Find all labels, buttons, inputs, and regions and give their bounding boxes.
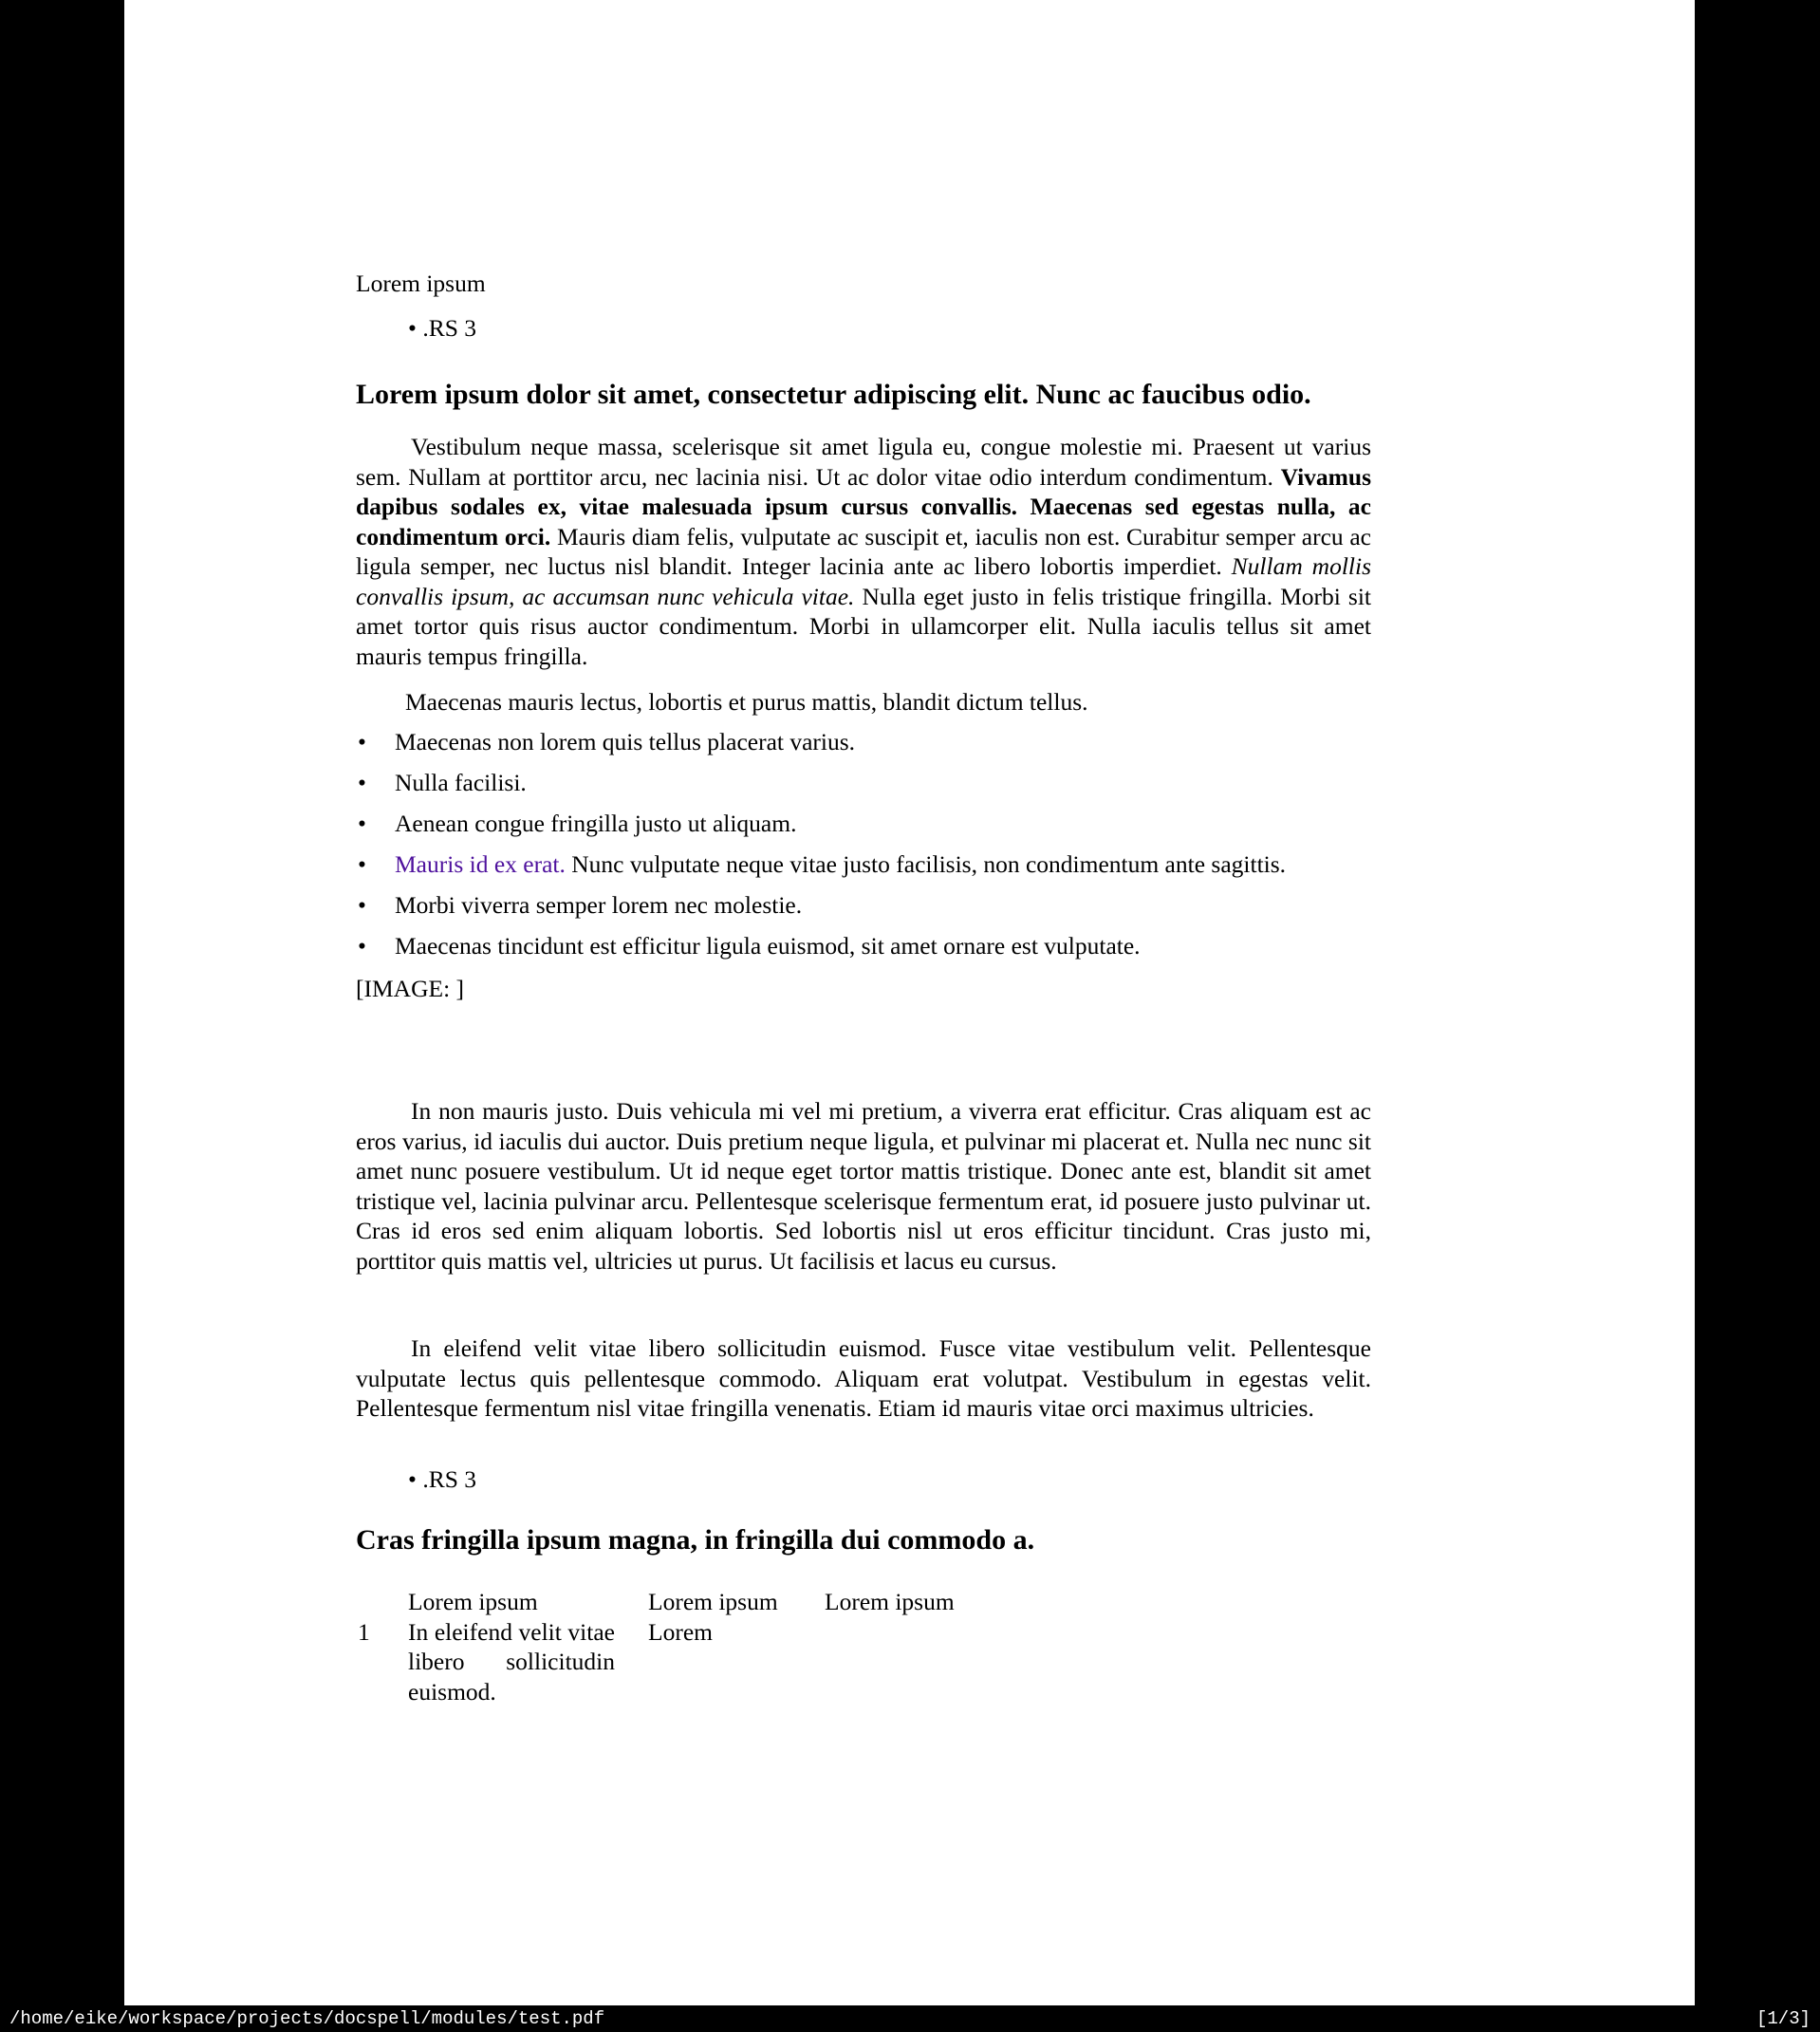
bullet-text: Aenean congue fringilla justo ut aliquam. xyxy=(395,810,797,837)
paragraph-1-italic: Nullam mollis convallis ipsum, ac accumsan nunc vehicula vitae. xyxy=(356,552,1371,610)
data-table xyxy=(358,1587,976,1706)
bullet-icon: • xyxy=(358,891,366,919)
bullet-text: Nulla facilisi. xyxy=(395,769,527,796)
document-page xyxy=(124,0,1695,2005)
bullet-text: Nunc vulputate neque vitae justo facilisis, non condimentum ante sagittis. xyxy=(565,850,1287,878)
section2-heading: Cras fringilla ipsum magna, in fringilla dui commodo a. xyxy=(356,1524,1035,1556)
pdf-link[interactable]: Mauris id ex erat. xyxy=(395,850,566,878)
table-cell xyxy=(408,1617,648,1707)
statusbar xyxy=(0,2005,1820,2032)
paragraph-1-bold: Vivamus dapibus sodales ex, vitae malesuada ipsum cursus convallis. Maecenas sed egestas nulla, ac condimentum orci. xyxy=(356,462,1371,550)
bullet-text: Maecenas tincidunt est efficitur ligula euismod, sit amet ornare est vulputate. xyxy=(395,932,1141,960)
list-item xyxy=(356,809,1371,839)
bullet-icon: • xyxy=(358,850,366,878)
page-indicator: [1/3] xyxy=(1755,2008,1811,2029)
row-number-cell: 1 xyxy=(358,1617,370,1646)
paragraph-1-normal-b: Mauris diam felis, vulputate ac suscipit et, iaculis non est. Curabitur semper arcu ac ligula semper, nec luctus nisl blandit. Integer lacinia ante ac libero lobortis imperdiet. xyxy=(356,522,1371,580)
bullet-icon: • xyxy=(358,932,366,960)
table-header-cell: Lorem ipsum xyxy=(408,1588,538,1615)
rs-directive-text: .RS 3 xyxy=(422,314,477,342)
bullet-icon: • xyxy=(358,810,366,837)
bullet-list xyxy=(356,727,1371,972)
bullet-text: Maecenas non lorem quis tellus placerat varius. xyxy=(395,728,856,755)
table-header-cell: Lorem ipsum xyxy=(648,1588,778,1615)
paragraph-3: In eleifend velit vitae libero sollicitudin euismod. Fusce vitae vestibulum velit. Pellentesque vulputate lectus quis pellentesque commodo. Aliquam erat volutpat. Vestibulum in egestas velit. Pellentesque fermentum nisl vitae fringilla venenatis. Etiam id mauris vitae orci maximus ultricies. xyxy=(356,1334,1371,1422)
list-item xyxy=(356,768,1371,798)
rs-directive-item-1 xyxy=(408,313,476,344)
table-cell: Lorem xyxy=(648,1617,713,1646)
table-cell xyxy=(825,1617,976,1707)
table-row xyxy=(358,1617,976,1707)
table-cell-text: In eleifend velit vitae libero sollicitudin euismod. xyxy=(408,1617,615,1706)
bullet-text: Morbi viverra semper lorem nec molestie. xyxy=(395,891,803,919)
rs-directive-item-2 xyxy=(408,1464,476,1495)
paragraph-1 xyxy=(356,432,1371,671)
list-item xyxy=(356,849,1371,880)
paragraph-1-normal-c: Nulla eget justo in felis tristique fringilla. Morbi sit amet tortor quis risus auctor condimentum. Morbi in ullamcorper elit. Nulla iaculis tellus sit amet mauris tempus fringilla. xyxy=(356,582,1372,670)
lead-line: Maecenas mauris lectus, lobortis et purus mattis, blandit dictum tellus. xyxy=(405,688,1088,716)
table-header-cell-empty xyxy=(358,1587,408,1617)
intro-label: Lorem ipsum xyxy=(356,270,486,297)
file-path: /home/eike/workspace/projects/docspell/modules/test.pdf xyxy=(9,2008,605,2029)
bullet-icon: • xyxy=(408,1465,417,1493)
table-header-row xyxy=(358,1587,976,1617)
paragraph-1-normal-a: Vestibulum neque massa, scelerisque sit amet ligula eu, congue molestie mi. Praesent ut varius sem. Nullam at porttitor arcu, nec lacinia nisi. Ut ac dolor vitae odio interdum condimentum. xyxy=(356,433,1371,491)
list-item xyxy=(356,931,1371,961)
image-placeholder: [IMAGE: ] xyxy=(356,975,465,1002)
paragraph-2: In non mauris justo. Duis vehicula mi vel mi pretium, a viverra erat efficitur. Cras aliquam est ac eros varius, id iaculis dui auctor. Duis pretium neque ligula, et pulvinar mi placerat et. Nulla nec nunc sit amet nunc posuere vestibulum. Ut id neque eget tortor mattis tristique. Donec ante est, blandit sit amet tristique vel, lacinia pulvinar arcu. Pellentesque scelerisque fermentum erat, id posuere justo pulvinar ut. Cras id eros sed enim aliquam lobortis. Sed lobortis nisl ut eros efficitur tincidunt. Cras justo mi, porttitor quis mattis vel, ultricies ut purus. Ut facilisis et lacus eu cursus. xyxy=(356,1097,1371,1275)
list-item xyxy=(356,727,1371,757)
list-item xyxy=(356,890,1371,921)
table-header-cell: Lorem ipsum xyxy=(825,1588,955,1615)
bullet-icon: • xyxy=(358,769,366,796)
section1-heading: Lorem ipsum dolor sit amet, consectetur adipiscing elit. Nunc ac faucibus odio. xyxy=(356,379,1311,410)
rs-directive-text: .RS 3 xyxy=(422,1465,477,1493)
bullet-icon: • xyxy=(358,728,366,755)
bullet-icon: • xyxy=(408,314,417,342)
